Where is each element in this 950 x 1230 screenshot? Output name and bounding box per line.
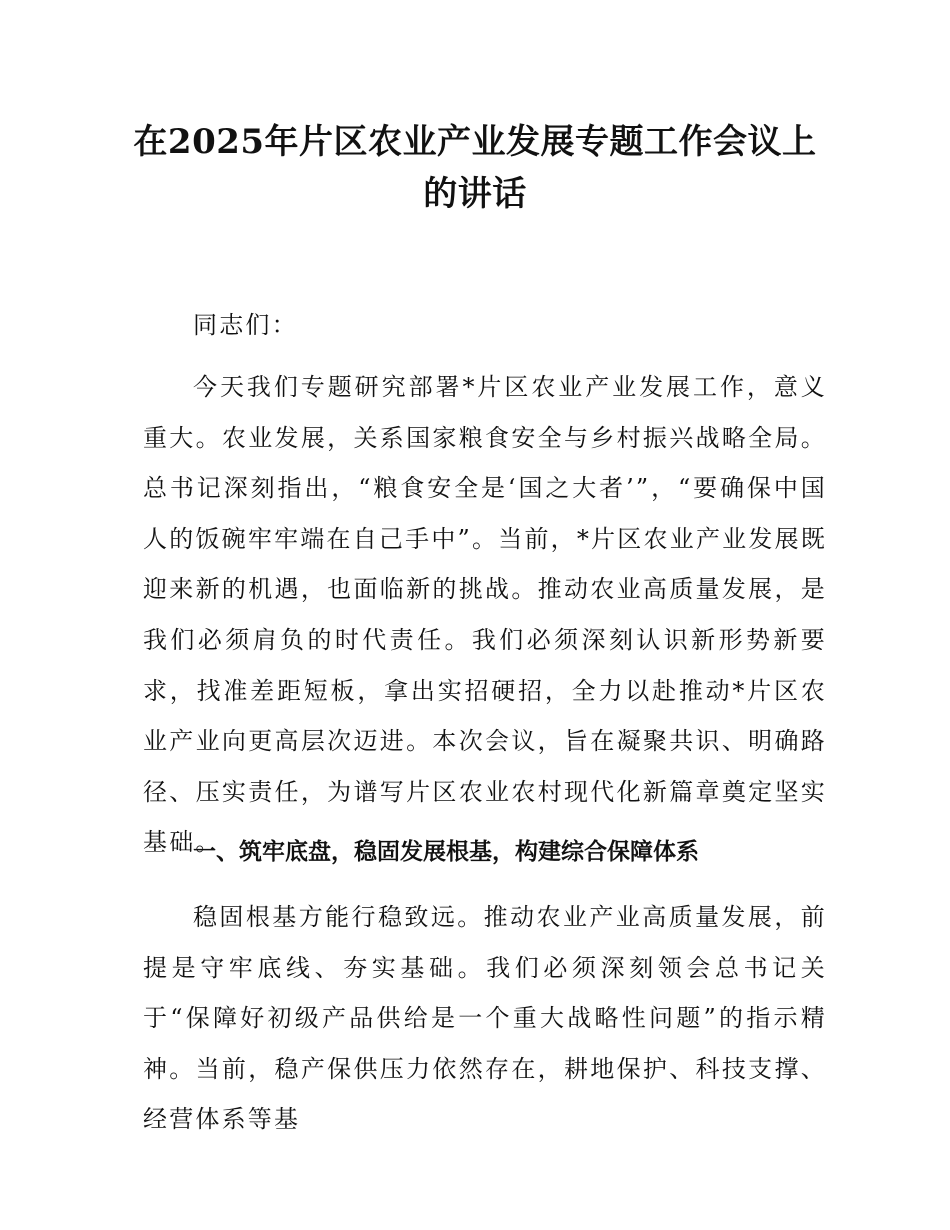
paragraph-section-1: 稳固根基方能行稳致远。推动农业产业高质量发展，前提是守牢底线、夯实基础。我们必须深刻领会总书记关于“保障好初级产品供给是一个重大战略性问题”的指示精神。当前，稳产保供压力依然存在，耕地保护、科技支撑、经营体系等基 (143, 903, 827, 1134)
paragraph-intro: 今天我们专题研究部署*片区农业产业发展工作，意义重大。农业发展，关系国家粮食安全与乡村振兴战略全局。总书记深刻指出，“粮食安全是‘国之大者’”，“要确保中国人的饭碗牢牢端在自己手中”。当前，*片区农业产业发展既迎来新的机遇，也面临新的挑战。推动农业高质量发展，是我们必须肩负的时代责任。我们必须深刻认识新形势新要求，找准差距短板，拿出实招硬招，全力以赴推动*片区农业产业向更高层次迈进。本次会议，旨在凝聚共识、明确路径、压实责任，为谱写片区农业农村现代化新篇章奠定坚实基础。 (143, 373, 827, 857)
document-title (120, 116, 830, 220)
section-heading-1: 一、筑牢底盘，稳固发展根基，构建综合保障体系 (193, 839, 699, 865)
salutation: 同志们： (193, 311, 298, 339)
title-line-1: 在2025年片区农业产业发展专题工作会议上 (133, 122, 817, 162)
title-line-2: 的讲话 (423, 174, 527, 214)
